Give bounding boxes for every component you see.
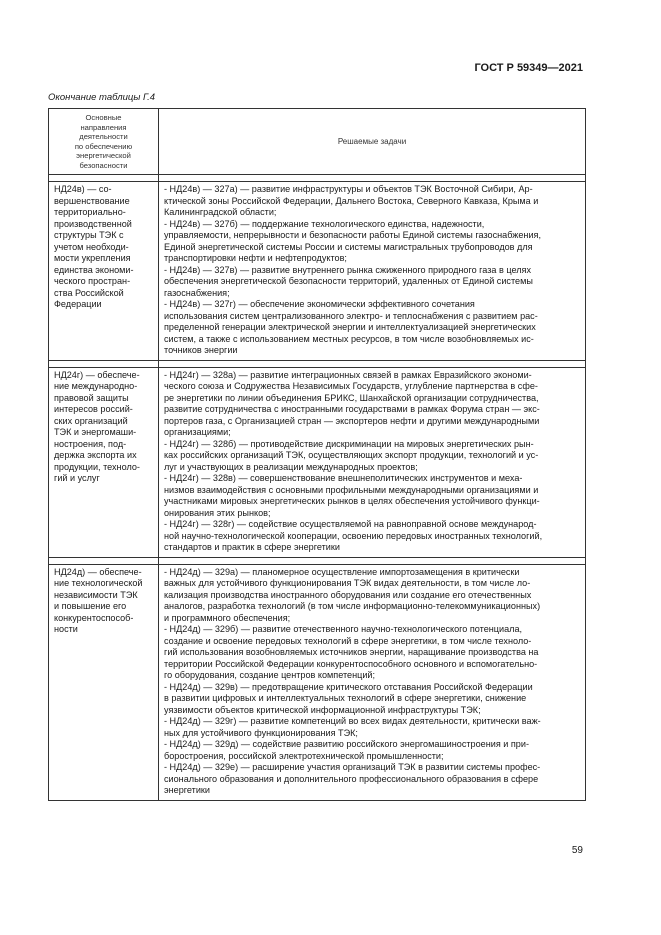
table-row [49,182,586,361]
tasks-cell [159,564,586,800]
task-item: - НД24г) — 328а) — развитие интеграционных связей в рамках Евразийского экономи- ческого союза и Содружества Независимых Государств, углубление партнерства в сфе- ре энергетики по линии объединения БРИКС, Шанхайской организации сотрудничества, развитие сотрудничества с иностранными государствами в рамках Форума стран — экс- портеров газа, с Организацией стран — экспортеров нефти и другими международными организациями; [164,369,540,437]
task-item: - НД24д) — 329б) — развитие отечественного научно-технологического потенциала, создание и освоение передовых технологий в сфере энергетики, в том числе техноло- гий использования возобновляемых источников энергии, наращивание производства на территории Российской Федерации конкурентоспособного основного и вспомогательно- го оборудования, создание центров компетенций; [164,624,539,680]
spacer-row [49,175,586,182]
col-header-tasks: Решаемые задачи [159,109,586,175]
table-caption: Окончание таблицы Г.4 [48,92,156,103]
task-item: - НД24в) — 327в) — развитие внутреннего рынка сжиженного природного газа в целях обеспечения энергетической безопасности территорий, удаленных от Единой системы газоснабжения; [164,264,533,298]
task-item: - НД24д) — 329в) — предотвращение критического отставания Российской Федерации в развитии цифровых и интеллектуальных технологий в сфере энергетики, снижение уязвимости объектов критической информационной инфраструктуры ТЭК; [164,681,533,715]
tasks-cell [159,367,586,557]
page-number: 59 [571,845,583,856]
tasks-cell [159,182,586,361]
standard-number: ГОСТ Р 59349—2021 [474,62,583,74]
table-row [49,367,586,557]
direction-cell: НД24в) — со- вершенствование территориально- производственной структуры ТЭК с учетом необходи- мости укрепления единства экономи- ческого простран- ства Российской Федерации [49,182,159,361]
task-item: - НД24в) — 327г) — обеспечение экономически эффективного сочетания использования систем централизованного электро- и теплоснабжения с развитием рас- пределенной генерации электрической энергии и интеллектуализацией энергетических систем, а также с использованием местных ресурсов, в том числе возобновляемых ис- точников энергии [164,299,538,355]
spacer-row [49,557,586,564]
direction-cell: НД24г) — обеспече- ние международно- правовой защиты интересов россий- ских организаций ТЭК и энергомаши- ностроения, под- держка экспорта их продукции, техноло- гий и услуг [49,367,159,557]
task-item: - НД24в) — 327а) — развитие инфраструктуры и объектов ТЭК Восточной Сибири, Ар- ктической зоны Российской Федерации, Дальнего Востока, Северного Кавказа, Крыма и Калининградской области; [164,184,539,217]
task-item: - НД24д) — 329г) — развитие компетенций во всех видах деятельности, критически важ- ных для устойчивого функционирования ТЭК; [164,716,541,738]
task-item: - НД24д) — 329а) — планомерное осуществление импортозамещения в критически важных для устойчивого функционирования ТЭК видах деятельности, в том числе ло- кализация производства иностранного оборудования или создание его отечественных аналогов, разработка технологий (в том числе информационно-телекоммуникационных) и программного обеспечения; [164,566,541,623]
task-item: - НД24г) — 328в) — совершенствование внешнеполитических инструментов и меха- низмов взаимодействия с основными профильными международными организациями и участниками мировых энергетических рынков в целях обеспечения устойчивого функци- онирования этих рынков; [164,473,540,518]
direction-cell: НД24д) — обеспече- ние технологической независимости ТЭК и повышение его конкурентоспособ- ности [49,564,159,800]
table-header-row [49,109,586,175]
task-item: - НД24г) — 328б) — противодействие дискриминации на мировых энергетических рын- ках российских организаций ТЭК, осуществляющих экспорт продукции, технологий и ус- луг и участвующих в реализации международных проектов; [164,438,539,472]
task-item: - НД24г) — 328г) — содействие осуществляемой на равноправной основе международ- ной научно-технологической кооперации, освоению передовых иностранных технологий, стандартов и практик в сфере энергетики [164,519,543,552]
tasks-table [48,108,586,801]
col-header-directions: Основные направления деятельности по обеспечению энергетической безопасности [49,109,159,175]
task-item: - НД24д) — 329е) — расширение участия организаций ТЭК в развитии системы профес- сионального образования и дополнительного профессионального образования в сфере энергетики [164,762,541,795]
table-row [49,564,586,800]
spacer-row [49,360,586,367]
task-item: - НД24д) — 329д) — содействие развитию российского энергомашиностроения и при- боростроения, российской электротехнической промышленности; [164,739,529,761]
task-item: - НД24в) — 327б) — поддержание технологического единства, надежности, управляемости, непрерывности и безопасности работы Единой системы газоснабжения, Единой энергетической системы России и системы магистральных трубопроводов для транспортировки нефти и нефтепродуктов; [164,218,541,263]
